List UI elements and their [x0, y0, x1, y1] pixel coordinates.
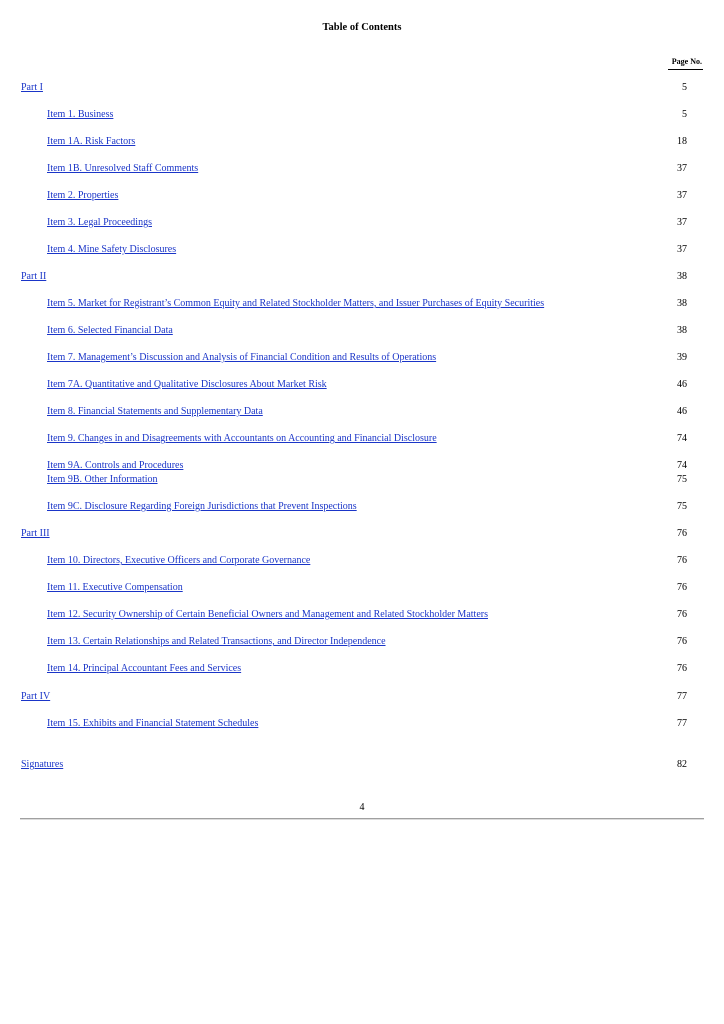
toc-link-item-6[interactable]: Item 6. Selected Financial Data: [47, 325, 173, 336]
toc-link-item-14[interactable]: Item 14. Principal Accountant Fees and Services: [47, 663, 242, 674]
toc-link-item-13[interactable]: Item 13. Certain Relationships and Related Transactions, and Director Independence: [47, 636, 386, 647]
toc-link-item-9a[interactable]: Item 9A. Controls and Procedures: [47, 460, 184, 471]
toc-page-number: 77: [677, 691, 687, 702]
toc-row-part-iii: [0, 527, 724, 541]
toc-row-item-1: [0, 108, 724, 122]
toc-link-item-5[interactable]: Item 5. Market for Registrant’s Common Equity and Related Stockholder Matters, and Issuer Purchases of Equity Securities: [47, 298, 545, 309]
toc-row-item-6: [0, 324, 724, 338]
page-divider: [20, 818, 704, 820]
toc-page-number: 76: [677, 555, 687, 566]
toc-link-item-12[interactable]: Item 12. Security Ownership of Certain Beneficial Owners and Management and Related Stockholder Matters: [47, 609, 488, 620]
toc-link-item-2[interactable]: Item 2. Properties: [47, 190, 119, 201]
toc-page-number: 74: [677, 460, 687, 471]
toc-page-number: 37: [677, 244, 687, 255]
toc-page-number: 75: [677, 501, 687, 512]
toc-page-number: 74: [677, 433, 687, 444]
toc-link-item-15[interactable]: Item 15. Exhibits and Financial Statement Schedules: [47, 718, 259, 729]
toc-page-number: 76: [677, 609, 687, 620]
toc-row-item-8: [0, 405, 724, 419]
toc-row-item-14: [0, 662, 724, 676]
toc-page-number: 46: [677, 379, 687, 390]
toc-row-part-ii: [0, 270, 724, 284]
toc-link-item-4[interactable]: Item 4. Mine Safety Disclosures: [47, 244, 177, 255]
toc-row-item-1b: [0, 162, 724, 176]
toc-page-number: 76: [677, 663, 687, 674]
toc-link-item-8[interactable]: Item 8. Financial Statements and Supplementary Data: [47, 406, 263, 417]
toc-link-item-10[interactable]: Item 10. Directors, Executive Officers and Corporate Governance: [47, 555, 311, 566]
toc-row-item-12: [0, 608, 724, 622]
toc-page-number: 77: [677, 718, 687, 729]
toc-page-number: 38: [677, 298, 687, 309]
toc-page-number: 37: [677, 190, 687, 201]
toc-page-number: 76: [677, 582, 687, 593]
toc-row-item-15: [0, 717, 724, 731]
toc-page-number: 39: [677, 352, 687, 363]
toc-page-number: 46: [677, 406, 687, 417]
toc-page-number: 18: [677, 136, 687, 147]
toc-link-item-7a[interactable]: Item 7A. Quantitative and Qualitative Disclosures About Market Risk: [47, 379, 327, 390]
toc-row-part-iv: [0, 690, 724, 704]
toc-link-signatures[interactable]: Signatures: [21, 759, 64, 770]
toc-link-item-9[interactable]: Item 9. Changes in and Disagreements with Accountants on Accounting and Financial Disclosure: [47, 433, 437, 444]
toc-link-part-ii[interactable]: Part II: [21, 271, 47, 282]
toc-row-signatures: [0, 758, 724, 772]
toc-row-part-i: [0, 81, 724, 95]
toc-row-item-1a: [0, 135, 724, 149]
toc-page-number: 37: [677, 217, 687, 228]
toc-page-number: 38: [677, 271, 687, 282]
toc-row-item-7a: [0, 378, 724, 392]
toc-link-item-1b[interactable]: Item 1B. Unresolved Staff Comments: [47, 163, 199, 174]
toc-row-item-9a: [0, 459, 724, 473]
toc-row-item-11: [0, 581, 724, 595]
toc-row-item-13: [0, 635, 724, 649]
toc-page-number: 5: [682, 82, 687, 93]
toc-row-item-5: [0, 297, 724, 311]
toc-row-item-3: [0, 216, 724, 230]
toc-row-item-9c: [0, 500, 724, 514]
toc-row-item-2: [0, 189, 724, 203]
toc-link-item-1[interactable]: Item 1. Business: [47, 109, 114, 120]
toc-page-number: 37: [677, 163, 687, 174]
toc-link-part-iii[interactable]: Part III: [21, 528, 50, 539]
toc-link-part-iv[interactable]: Part IV: [21, 691, 51, 702]
toc-row-item-7: [0, 351, 724, 365]
toc-link-item-11[interactable]: Item 11. Executive Compensation: [47, 582, 183, 593]
toc-link-item-9c[interactable]: Item 9C. Disclosure Regarding Foreign Jurisdictions that Prevent Inspections: [47, 501, 357, 512]
toc-page-number: 75: [677, 474, 687, 485]
toc-page-number: 38: [677, 325, 687, 336]
toc-row-item-9b: [0, 473, 724, 487]
toc-link-item-7[interactable]: Item 7. Management’s Discussion and Analysis of Financial Condition and Results of Operations: [47, 352, 437, 363]
toc-page-number: 76: [677, 636, 687, 647]
page-no-column-header: Page No.: [668, 56, 703, 70]
toc-page-number: 82: [677, 759, 687, 770]
toc-page-number: 5: [682, 109, 687, 120]
toc-link-part-i[interactable]: Part I: [21, 82, 43, 93]
toc-row-item-4: [0, 243, 724, 257]
toc-link-item-9b[interactable]: Item 9B. Other Information: [47, 474, 158, 485]
page-title: Table of Contents: [322, 22, 402, 33]
toc-link-item-3[interactable]: Item 3. Legal Proceedings: [47, 217, 152, 228]
toc-row-item-9: [0, 432, 724, 446]
toc-row-item-10: [0, 554, 724, 568]
toc-page-number: 76: [677, 528, 687, 539]
footer-page-number: 4: [359, 802, 365, 813]
toc-link-item-1a[interactable]: Item 1A. Risk Factors: [47, 136, 136, 147]
